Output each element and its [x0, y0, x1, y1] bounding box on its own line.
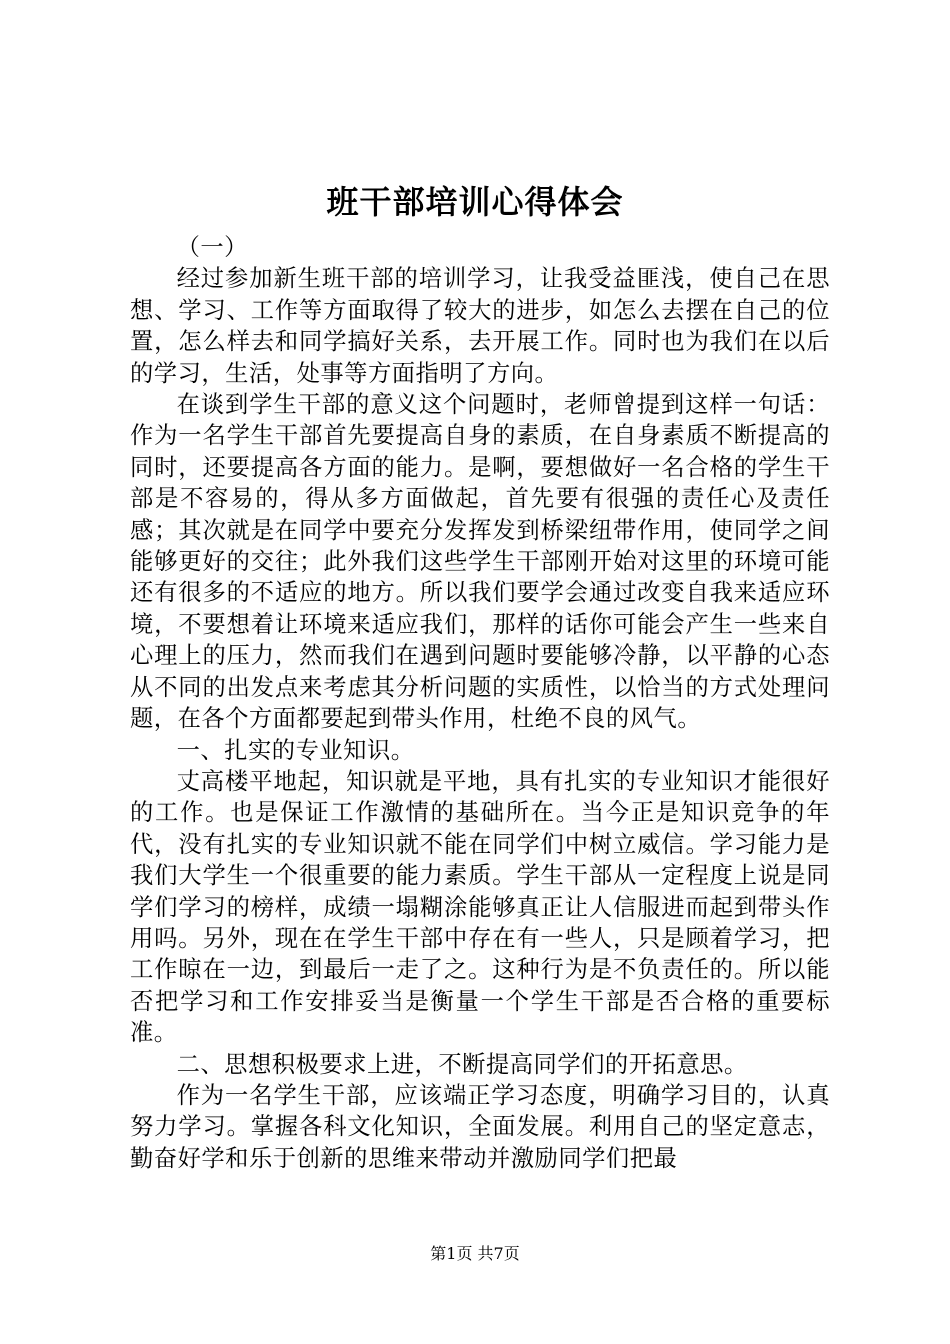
section-heading-one: （一） [176, 234, 248, 261]
document-body [130, 232, 830, 1174]
subheading: 一、扎实的专业知识。 [176, 736, 415, 764]
document-title: 班干部培训心得体会 [326, 183, 624, 221]
body-paragraph: 丈高楼平地起，知识就是平地，具有扎实的专业知识才能很好的工作。也是保证工作激情的基础所在。当今正是知识竞争的年代，没有扎实的专业知识就不能在同学们中树立威信。学习能力是我们大学生一个很重要的能力素质。学生干部从一定程度上说是同学们学习的榜样，成绩一塌糊涂能够真正让人信服进而起到带头作用吗。另外，现在在学生干部中存在有一些人，只是顾着学习，把工作晾在一边，到最后一走了之。这种行为是不负责任的。所以能否把学习和工作安排妥当是衡量一个学生干部是否合格的重要标准。 [130, 767, 830, 1047]
page-number: 第1页 共7页 [430, 1244, 520, 1263]
body-paragraph: 经过参加新生班干部的培训学习，让我受益匪浅，使自己在思想、学习、工作等方面取得了较大的进步，如怎么去摆在自己的位置，怎么样去和同学搞好关系，去开展工作。同时也为我们在以后的学习，生活，处事等方面指明了方向。 [130, 265, 830, 387]
body-paragraph: 在谈到学生干部的意义这个问题时，老师曾提到这样一句话：作为一名学生干部首先要提高自身的素质，在自身素质不断提高的同时，还要提高各方面的能力。是啊，要想做好一名合格的学生干部是不容易的，得从多方面做起，首先要有很强的责任心及责任感；其次就是在同学中要充分发挥发到桥梁纽带作用，使同学之间能够更好的交往；此外我们这些学生干部刚开始对这里的环境可能还有很多的不适应的地方。所以我们要学会通过改变自我来适应环境，不要想着让环境来适应我们，那样的话你可能会产生一些来自心理上的压力，然而我们在遇到问题时要能够冷静，以平静的心态从不同的出发点来考虑其分析问题的实质性，以恰当的方式处理问题，在各个方面都要起到带头作用，杜绝不良的风气。 [130, 391, 830, 733]
subheading: 二、思想积极要求上进，不断提高同学们的开拓意思。 [176, 1050, 748, 1078]
body-paragraph: 作为一名学生干部，应该端正学习态度，明确学习目的，认真努力学习。掌握各科文化知识，全面发展。利用自己的坚定意志，勤奋好学和乐于创新的思维来带动并激励同学们把最 [130, 1081, 830, 1172]
